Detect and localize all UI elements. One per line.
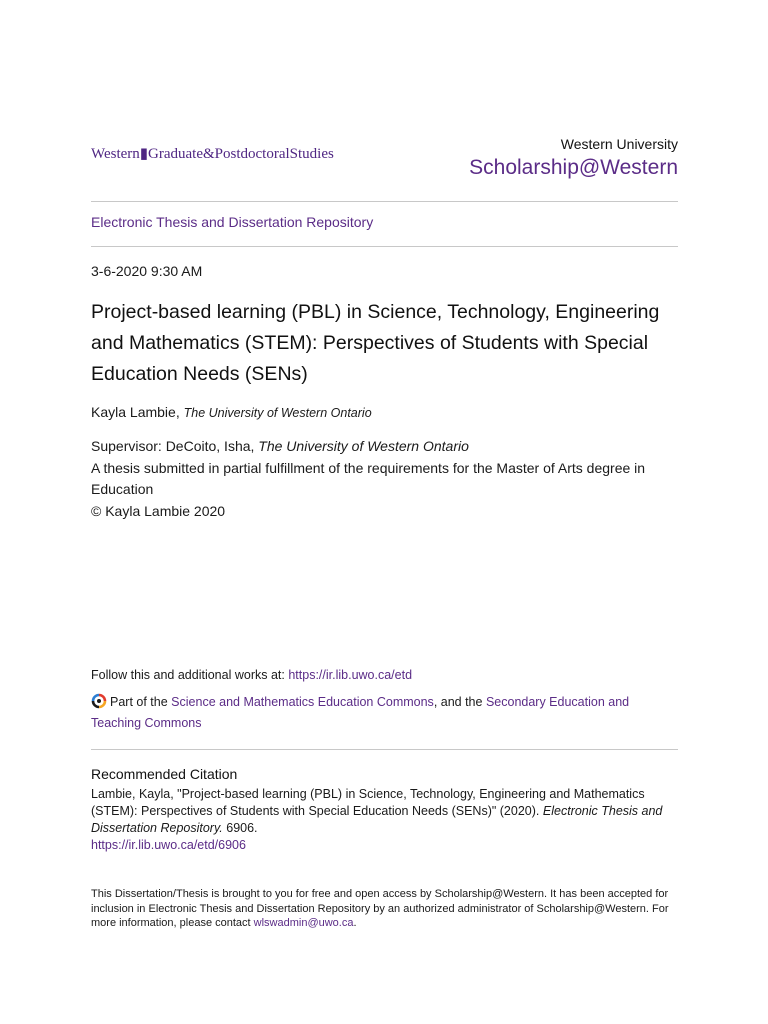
- western-gps-logo: Western▮Graduate&PostdoctoralStudies: [91, 146, 334, 162]
- divider: [91, 201, 678, 202]
- supervisor: [91, 436, 678, 458]
- citation-text: Lambie, Kayla, "Project-based learning (PBL) in Science, Technology, Engineering and Mathematics (STEM): Perspectives of Students with Special Education Needs (SENs)" (2020).: [91, 787, 645, 818]
- copyright: © Kayla Lambie 2020: [91, 502, 226, 519]
- access-end: .: [353, 917, 357, 929]
- publication-date: 3-6-2020 9:30 AM: [91, 263, 203, 279]
- supervisor-affiliation: The University of Western Ontario: [258, 438, 469, 454]
- author-name: Kayla Lambie,: [91, 404, 180, 420]
- secondary-education-commons-link[interactable]: Secondary Education and Teaching Commons: [91, 695, 630, 730]
- citation-link[interactable]: https://ir.lib.uwo.ca/etd/6906: [91, 838, 246, 852]
- author-affiliation: The University of Western Ontario: [183, 406, 372, 420]
- science-math-commons-link[interactable]: Science and Mathematics Education Commons: [171, 695, 434, 709]
- university-name: Western University: [560, 136, 678, 152]
- part-of-line: [91, 692, 678, 734]
- citation-number: 6906.: [226, 821, 258, 835]
- contact-email-link[interactable]: wlswadmin@uwo.ca: [253, 917, 354, 929]
- part-of-prefix: Part of the: [110, 695, 168, 709]
- etd-link[interactable]: https://ir.lib.uwo.ca/etd: [288, 668, 413, 682]
- recommended-citation: [91, 786, 678, 854]
- follow-text: Follow this and additional works at:: [91, 668, 285, 682]
- repository-link[interactable]: Electronic Thesis and Dissertation Repository: [91, 214, 374, 230]
- follow-line: [91, 668, 412, 682]
- supervisor-name: Supervisor: DeCoito, Isha,: [91, 438, 255, 454]
- access-statement: [91, 887, 678, 931]
- divider: [91, 749, 678, 750]
- author: [91, 404, 372, 420]
- degree-statement: A thesis submitted in partial fulfillment of the requirements for the Master of Arts degree in Education: [91, 459, 646, 497]
- header: [91, 134, 678, 184]
- part-of-middle: , and the: [433, 695, 483, 709]
- thesis-title: Project-based learning (PBL) in Science, Technology, Engineering and Mathematics (STEM): Perspectives of Students with Special Education Needs (SENs): [91, 301, 660, 385]
- divider: [91, 246, 678, 247]
- citation-journal: Electronic Thesis and Dissertation Repository.: [91, 804, 663, 835]
- access-text: This Dissertation/Thesis is brought to you for free and open access by Scholarship@Western. It has been accepted for inclusion in Electronic Thesis and Dissertation Repository by an authorized administrator of Scholarship@Western. For more information, please contact: [91, 888, 669, 929]
- thesis-info: [91, 436, 678, 522]
- network-commons-icon: [91, 693, 107, 709]
- recommended-citation-heading: Recommended Citation: [91, 766, 238, 782]
- scholarship-western-link[interactable]: Scholarship@Western: [469, 156, 678, 179]
